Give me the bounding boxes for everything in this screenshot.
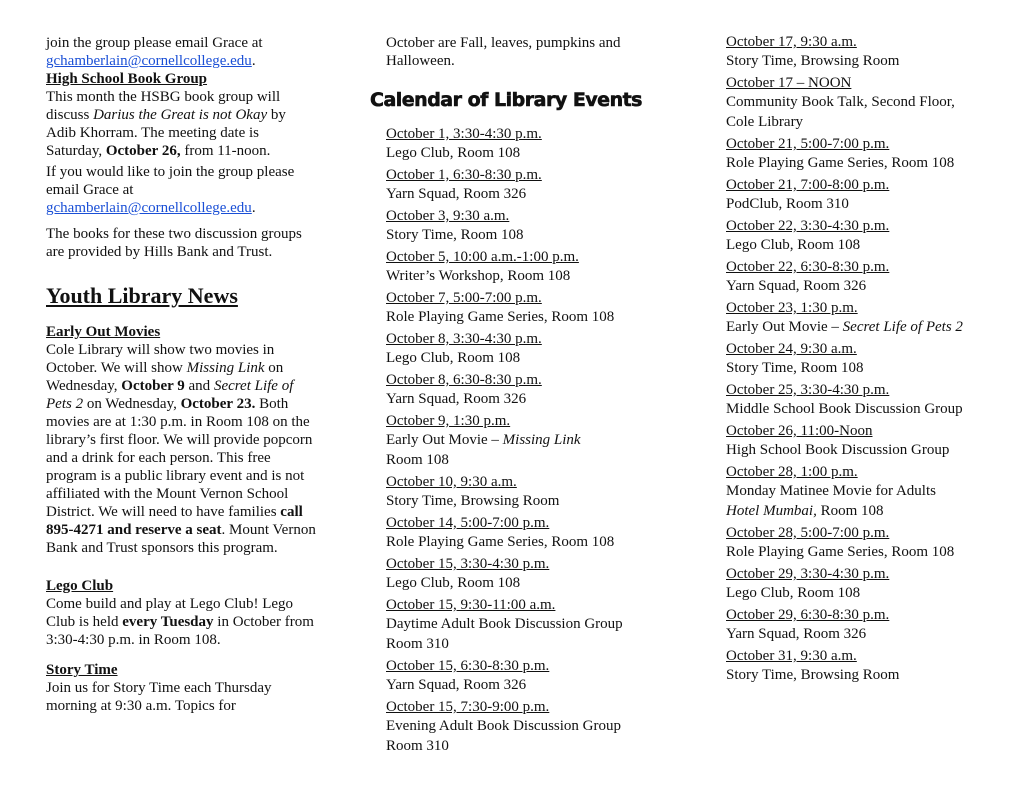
event-item: October 21, 5:00-7:00 p.m. Role Playing Game Series, Room 108 bbox=[726, 136, 955, 171]
movies-heading: Early Out Movies bbox=[46, 324, 161, 340]
event-item: October 15, 7:30-9:00 p.m. Evening Adult Book Discussion Group Room 310 bbox=[386, 699, 621, 754]
event-item: October 10, 9:30 a.m. Story Time, Browsing Room bbox=[386, 474, 560, 509]
join-text: If you would like to join the group please email Grace at bbox=[46, 164, 295, 198]
event-item: October 21, 7:00-8:00 p.m. PodClub, Room 310 bbox=[726, 177, 890, 212]
event-item: October 5, 10:00 a.m.-1:00 p.m. Writer’s Workshop, Room 108 bbox=[386, 249, 579, 284]
event-item: October 28, 1:00 p.m. Monday Matinee Movie for Adults Hotel Mumbai, Room 108 bbox=[726, 464, 936, 519]
event-item: October 7, 5:00-7:00 p.m. Role Playing Game Series, Room 108 bbox=[386, 290, 615, 325]
right-column bbox=[726, 34, 1016, 689]
event-item: October 17, 9:30 a.m. Story Time, Browsing Room bbox=[726, 34, 900, 69]
event-item: October 22, 3:30-4:30 p.m. Lego Club, Room 108 bbox=[726, 218, 890, 253]
email-line-2: gchamberlain@cornellcollege.edu. bbox=[46, 200, 256, 216]
middle-column bbox=[370, 34, 686, 760]
hsbg-text: This month the HSBG book group will discuss Darius the Great is not Okay by Adib Khorram. The meeting date is Saturday, October 26, from 11-noon. bbox=[46, 89, 286, 159]
event-item: October 8, 3:30-4:30 p.m. Lego Club, Room 108 bbox=[386, 331, 542, 366]
event-item: October 14, 5:00-7:00 p.m. Role Playing Game Series, Room 108 bbox=[386, 515, 615, 550]
story-heading: Story Time bbox=[46, 662, 118, 678]
event-item: October 3, 9:30 a.m. Story Time, Room 108 bbox=[386, 208, 524, 243]
event-item: October 22, 6:30-8:30 p.m. Yarn Squad, Room 326 bbox=[726, 259, 890, 294]
event-item: October 31, 9:30 a.m. Story Time, Browsing Room bbox=[726, 648, 900, 683]
email-link-1[interactable]: gchamberlain@cornellcollege.edu bbox=[46, 53, 252, 69]
books-note: The books for these two discussion groups are provided by Hills Bank and Trust. bbox=[46, 226, 302, 260]
youth-news-heading: Youth Library News bbox=[46, 283, 238, 308]
event-item: October 15, 9:30-11:00 a.m. Daytime Adult Book Discussion Group Room 310 bbox=[386, 597, 623, 652]
event-item: October 26, 11:00-Noon High School Book Discussion Group bbox=[726, 423, 950, 458]
event-item: October 9, 1:30 p.m. Early Out Movie – Missing Link Room 108 bbox=[386, 413, 581, 468]
lego-text: Come build and play at Lego Club! Lego Club is held every Tuesday in October from 3:30-4:30 p.m. in Room 108. bbox=[46, 596, 314, 648]
hsbg-heading: High School Book Group bbox=[46, 71, 208, 87]
lego-heading: Lego Club bbox=[46, 578, 114, 594]
story-text: Join us for Story Time each Thursday morning at 9:30 a.m. Topics for bbox=[46, 680, 272, 714]
event-item: October 15, 6:30-8:30 p.m. Yarn Squad, Room 326 bbox=[386, 658, 550, 693]
left-column bbox=[46, 34, 318, 715]
event-item: October 17 – NOON Community Book Talk, Second Floor, Cole Library bbox=[726, 75, 955, 130]
event-item: October 15, 3:30-4:30 p.m. Lego Club, Room 108 bbox=[386, 556, 550, 591]
event-item: October 29, 3:30-4:30 p.m. Lego Club, Room 108 bbox=[726, 566, 890, 601]
topics-text: October are Fall, leaves, pumpkins and Halloween. bbox=[386, 35, 621, 69]
intro-text: join the group please email Grace at bbox=[46, 35, 263, 51]
event-item: October 24, 9:30 a.m. Story Time, Room 108 bbox=[726, 341, 864, 376]
calendar-title: Calendar of Library Events bbox=[370, 89, 642, 111]
event-item: October 23, 1:30 p.m. Early Out Movie – Secret Life of Pets 2 bbox=[726, 300, 963, 335]
email-line-1: gchamberlain@cornellcollege.edu. bbox=[46, 53, 256, 69]
event-item: October 1, 6:30-8:30 p.m. Yarn Squad, Room 326 bbox=[386, 167, 542, 202]
event-item: October 1, 3:30-4:30 p.m. Lego Club, Room 108 bbox=[386, 126, 542, 161]
event-item: October 28, 5:00-7:00 p.m. Role Playing Game Series, Room 108 bbox=[726, 525, 955, 560]
email-link-2[interactable]: gchamberlain@cornellcollege.edu bbox=[46, 200, 252, 216]
event-item: October 25, 3:30-4:30 p.m. Middle School Book Discussion Group bbox=[726, 382, 963, 417]
event-item: October 8, 6:30-8:30 p.m. Yarn Squad, Room 326 bbox=[386, 372, 542, 407]
movies-text: Cole Library will show two movies in October. We will show Missing Link on Wednesday, October 9 and Secret Life of Pets 2 on Wednesday, October 23. Both movies are at 1:30 p.m. in Room 108 on the library’s first floor. We will provide popcorn and a drink for each person. This free program is a public library event and is not affiliated with the Mount Vernon School District. We will need to have families call 895-4271 and reserve a seat. Mount Vernon Bank and Trust sponsors this program. bbox=[46, 342, 316, 556]
event-item: October 29, 6:30-8:30 p.m. Yarn Squad, Room 326 bbox=[726, 607, 890, 642]
